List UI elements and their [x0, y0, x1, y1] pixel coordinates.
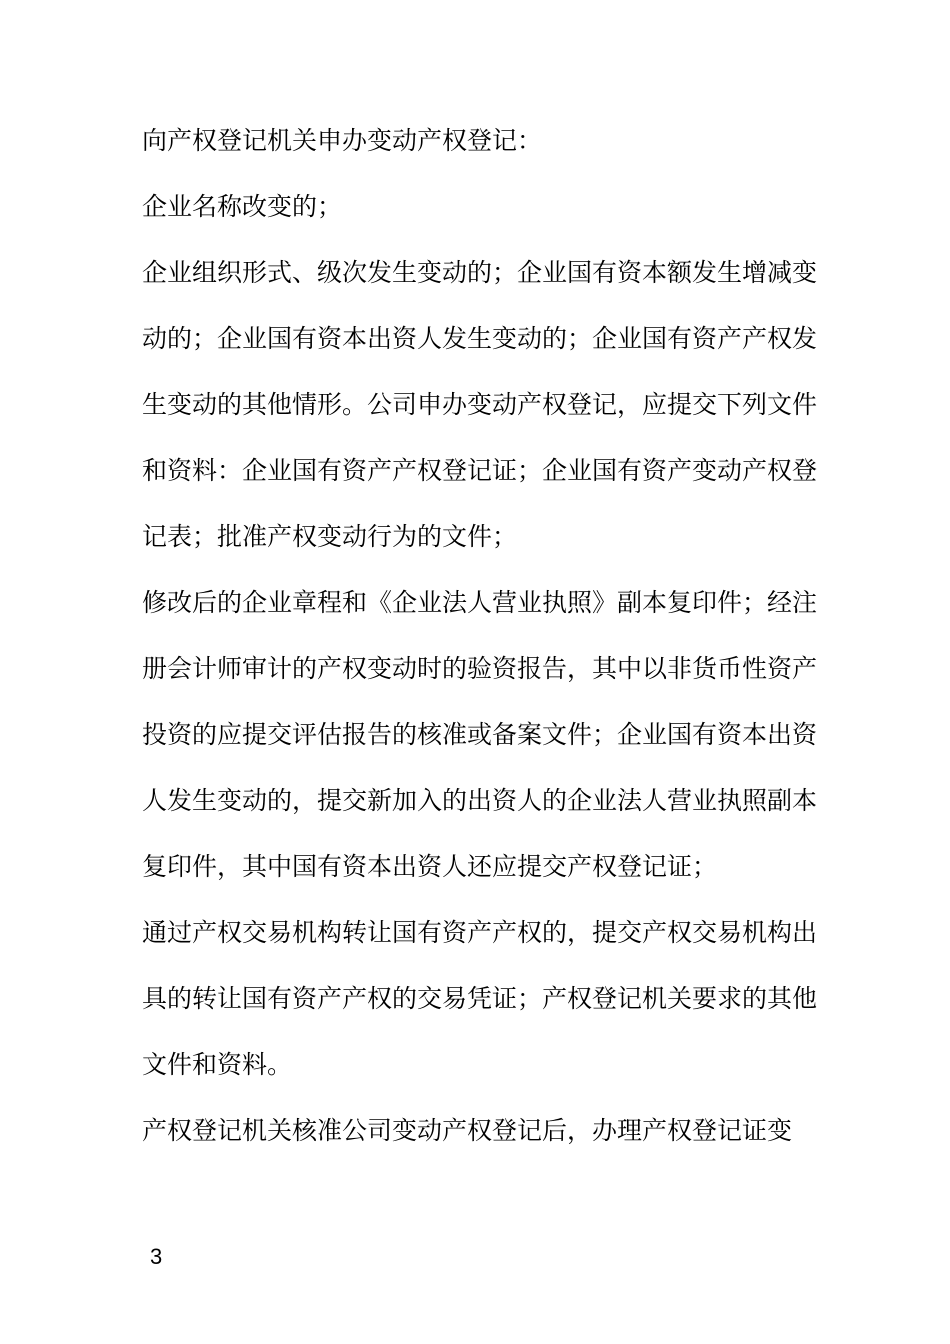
text-line: 人发生变动的，提交新加入的出资人的企业法人营业执照副本: [142, 786, 818, 815]
text-line: 通过产权交易机构转让国有资产产权的，提交产权交易机构出: [142, 918, 818, 947]
page-number: 3: [150, 1244, 163, 1269]
text-line: 生变动的其他情形。公司申办变动产权登记，应提交下列文件: [142, 390, 818, 419]
text-line: 册会计师审计的产权变动时的验资报告，其中以非货币性资产: [142, 654, 818, 683]
text-line: 文件和资料。: [142, 1050, 293, 1079]
text-line: 具的转让国有资产产权的交易凭证；产权登记机关要求的其他: [142, 984, 818, 1013]
text-line: 记表；批准产权变动行为的文件；: [142, 522, 518, 551]
text-line: 复印件，其中国有资本出资人还应提交产权登记证；: [142, 852, 718, 881]
text-line: 企业组织形式、级次发生变动的；企业国有资本额发生增减变: [142, 258, 818, 287]
text-line: 动的；企业国有资本出资人发生变动的；企业国有资产产权发: [142, 324, 818, 353]
text-line: 向产权登记机关申办变动产权登记：: [142, 126, 543, 155]
text-line: 和资料：企业国有资产产权登记证；企业国有资产变动产权登: [142, 456, 818, 485]
text-line: 修改后的企业章程和《企业法人营业执照》副本复印件；经注: [142, 588, 818, 617]
text-line: 投资的应提交评估报告的核准或备案文件；企业国有资本出资: [142, 720, 818, 749]
text-line: 企业名称改变的；: [142, 192, 343, 221]
text-line: 产权登记机关核准公司变动产权登记后，办理产权登记证变: [142, 1116, 793, 1145]
